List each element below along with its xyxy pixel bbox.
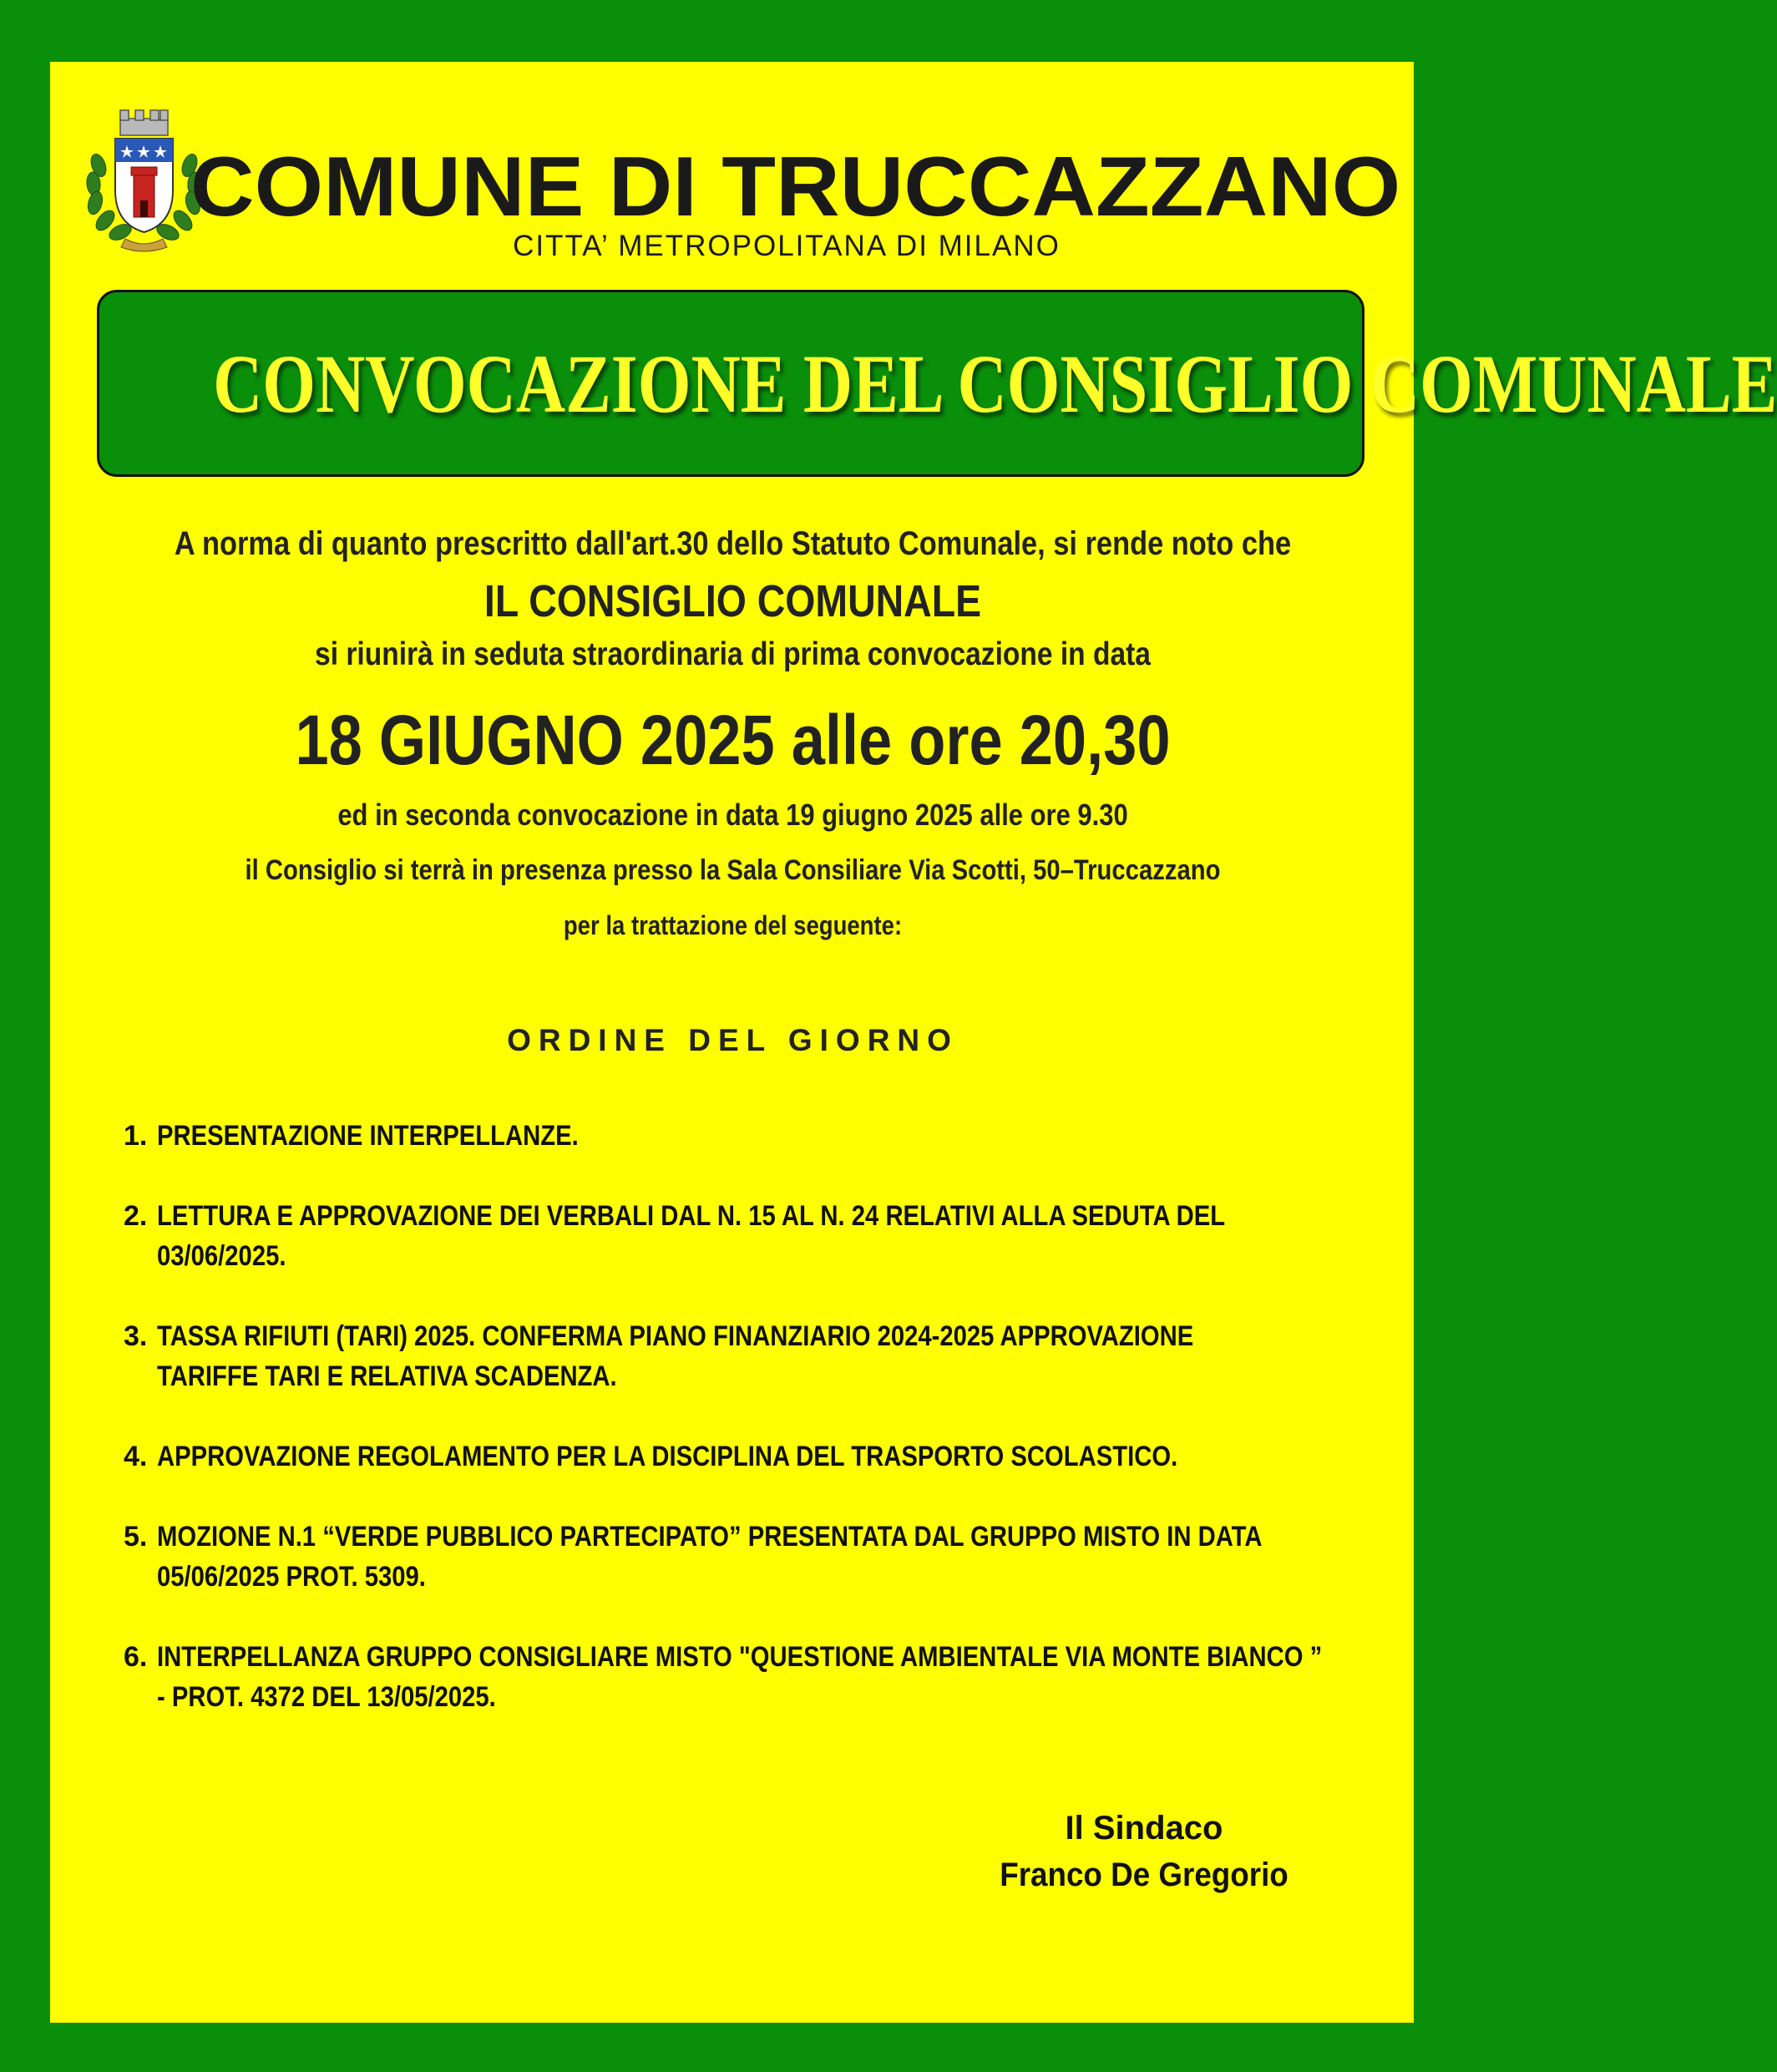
agenda-item-number: 5. bbox=[124, 1521, 148, 1553]
agenda-intro-text: per la trattazione del seguente: bbox=[563, 910, 903, 940]
municipality-title: COMUNE DI TRUCCAZZANO bbox=[190, 140, 1401, 234]
agenda-item bbox=[124, 1196, 1393, 1276]
agenda-item-number: 1. bbox=[124, 1120, 148, 1152]
agenda-item-text: MOZIONE N.1 “VERDE PUBBLICO PARTECIPATO” PRESENTATA DAL GRUPPO MISTO IN DATA 05/06/2025 PROT. 5309. bbox=[157, 1521, 1263, 1593]
banner-title: CONVOCAZIONE DEL CONSIGLIO COMUNALE bbox=[213, 337, 1777, 430]
agenda-item-text: TASSA RIFIUTI (TARI) 2025. CONFERMA PIANO FINANZIARIO 2024-2025 APPROVAZIONE TARIFFE TARI E RELATIVA SCADENZA. bbox=[157, 1320, 1194, 1392]
agenda-item-text: PRESENTAZIONE INTERPELLANZE. bbox=[157, 1120, 579, 1152]
agenda-item bbox=[124, 1517, 1393, 1597]
municipal-crest-icon bbox=[84, 107, 205, 253]
agenda-item bbox=[124, 1637, 1393, 1717]
agenda-item-text: APPROVAZIONE REGOLAMENTO PER LA DISCIPLINA DEL TRASPORTO SCOLASTICO. bbox=[157, 1441, 1178, 1472]
agenda-item-text: LETTURA E APPROVAZIONE DEI VERBALI DAL N. 15 AL N. 24 RELATIVI ALLA SEDUTA DEL 03/06/2025. bbox=[157, 1200, 1226, 1272]
agenda-title: ORDINE DEL GIORNO bbox=[507, 1023, 959, 1057]
agenda-item-text: INTERPELLANZA GRUPPO CONSIGLIARE MISTO "QUESTIONE AMBIENTALE VIA MONTE BIANCO ” - PROT. 4372 DEL 13/05/2025. bbox=[157, 1641, 1323, 1713]
agenda-item bbox=[124, 1436, 1393, 1477]
session-text: si riunirà in seduta straordinaria di prima convocazione in data bbox=[315, 636, 1151, 672]
council-heading: IL CONSIGLIO COMUNALE bbox=[483, 576, 982, 626]
agenda-item-number: 6. bbox=[124, 1641, 148, 1673]
agenda-item-number: 2. bbox=[124, 1200, 148, 1232]
signature-name: Franco De Gregorio bbox=[1000, 1857, 1288, 1893]
agenda-item-number: 4. bbox=[124, 1441, 148, 1472]
convocation-banner bbox=[97, 290, 1777, 477]
second-convocation-text: ed in seconda convocazione in data 19 giugno 2025 alle ore 9.30 bbox=[337, 798, 1128, 832]
agenda-list bbox=[124, 1116, 1393, 1757]
agenda-item bbox=[124, 1316, 1393, 1396]
location-text: il Consiglio si terrà in presenza presso la Sala Consiliare Via Scotti, 50–Truccazzano bbox=[245, 854, 1221, 886]
agenda-item bbox=[124, 1116, 1393, 1156]
municipality-subtitle: CITTA’ METROPOLITANA DI MILANO bbox=[513, 230, 1061, 262]
meeting-date: 18 GIUGNO 2025 alle ore 20,30 bbox=[295, 701, 1171, 779]
agenda-item-number: 3. bbox=[124, 1320, 148, 1352]
intro-text: A norma di quanto prescritto dall'art.30 dello Statuto Comunale, si rende noto che bbox=[174, 525, 1292, 562]
signature-role: Il Sindaco bbox=[1065, 1810, 1223, 1847]
